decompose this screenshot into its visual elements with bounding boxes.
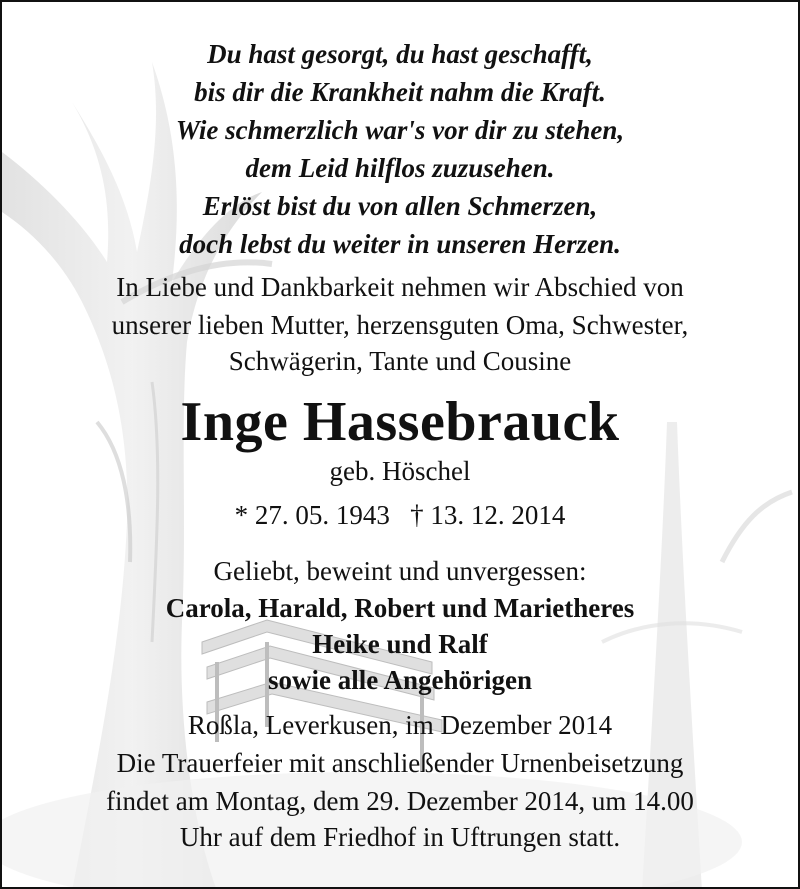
- poem-line-1: Du hast gesorgt, du hast geschafft,: [207, 39, 593, 69]
- footer-line-1: Roßla, Leverkusen, im Dezember 2014: [187, 710, 613, 740]
- birth-name: geb. Höschel: [329, 456, 471, 486]
- mourners-intro: Geliebt, beweint und unvergessen:: [213, 556, 587, 586]
- intro-line-2: unserer lieben Mutter, herzensguten Oma, Schwester,: [111, 310, 689, 340]
- footer-line-2: Die Trauerfeier mit anschließender Urnenbeisetzung: [116, 748, 684, 778]
- poem-line-6: doch lebst du weiter in unseren Herzen.: [179, 229, 621, 259]
- intro-line-1: In Liebe und Dankbarkeit nehmen wir Abschied von: [116, 272, 684, 302]
- mourners-line-2: Heike und Ralf: [312, 629, 488, 659]
- life-dates: * 27. 05. 1943 † 13. 12. 2014: [234, 500, 566, 530]
- poem-line-2: bis dir die Krankheit nahm die Kraft.: [194, 77, 606, 107]
- poem-line-4: dem Leid hilflos zuzusehen.: [245, 153, 555, 183]
- mourners-line-3: sowie alle Angehörigen: [268, 665, 532, 695]
- footer-line-3: findet am Montag, dem 29. Dezember 2014, um 14.00: [106, 786, 694, 816]
- footer-line-4: Uhr auf dem Friedhof in Uftrungen statt.: [179, 822, 621, 852]
- intro-line-3: Schwägerin, Tante und Cousine: [228, 346, 572, 376]
- poem-line-3: Wie schmerzlich war's vor dir zu stehen,: [175, 115, 625, 145]
- poem-line-5: Erlöst bist du von allen Schmerzen,: [202, 191, 598, 221]
- deceased-name: Inge Hassebrauck: [180, 391, 620, 453]
- mourners-line-1: Carola, Harald, Robert und Marietheres: [165, 593, 635, 623]
